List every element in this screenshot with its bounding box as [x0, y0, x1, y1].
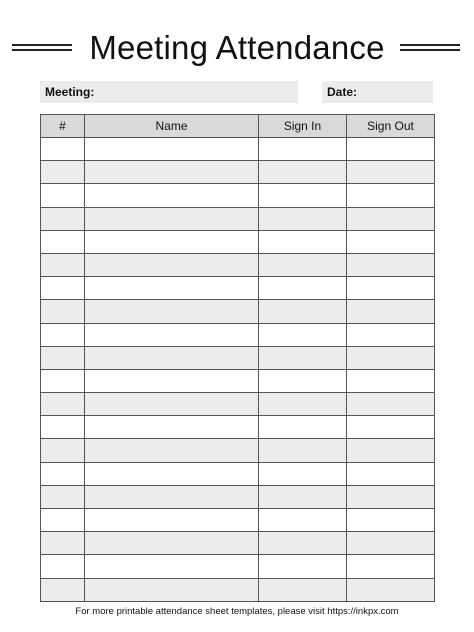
number-cell[interactable]	[41, 230, 85, 253]
number-cell[interactable]	[41, 369, 85, 392]
sign-in-cell[interactable]	[259, 462, 347, 485]
attendance-table	[40, 114, 435, 602]
name-cell[interactable]	[85, 300, 259, 323]
name-cell[interactable]	[85, 138, 259, 161]
name-cell[interactable]	[85, 485, 259, 508]
footer-note: For more printable attendance sheet templates, please visit https://inkpx.com	[75, 606, 399, 617]
sign-out-cell[interactable]	[347, 416, 435, 439]
table-row	[41, 532, 435, 555]
number-cell[interactable]	[41, 138, 85, 161]
table-row	[41, 369, 435, 392]
table-row	[41, 277, 435, 300]
sign-out-cell[interactable]	[347, 509, 435, 532]
name-cell[interactable]	[85, 439, 259, 462]
table-row	[41, 184, 435, 207]
sign-out-cell[interactable]	[347, 207, 435, 230]
number-cell[interactable]	[41, 578, 85, 601]
name-cell[interactable]	[85, 184, 259, 207]
sign-out-cell[interactable]	[347, 230, 435, 253]
table-row	[41, 393, 435, 416]
sign-in-cell[interactable]	[259, 253, 347, 276]
header-number: #	[41, 115, 85, 138]
meeting-field[interactable]	[40, 81, 298, 103]
name-cell[interactable]	[85, 277, 259, 300]
table-row	[41, 578, 435, 601]
table-row	[41, 323, 435, 346]
number-cell[interactable]	[41, 462, 85, 485]
page-title: Meeting Attendance	[89, 29, 385, 66]
table-row	[41, 439, 435, 462]
table-body	[41, 138, 435, 602]
date-label: Date:	[327, 85, 358, 99]
title-banner	[0, 26, 474, 70]
sign-out-cell[interactable]	[347, 184, 435, 207]
sign-in-cell[interactable]	[259, 393, 347, 416]
header-name: Name	[85, 115, 259, 138]
name-cell[interactable]	[85, 462, 259, 485]
table-row	[41, 300, 435, 323]
number-cell[interactable]	[41, 485, 85, 508]
number-cell[interactable]	[41, 509, 85, 532]
header-sign-out: Sign Out	[347, 115, 435, 138]
sign-in-cell[interactable]	[259, 578, 347, 601]
table-row	[41, 161, 435, 184]
sign-out-cell[interactable]	[347, 462, 435, 485]
sign-in-cell[interactable]	[259, 439, 347, 462]
number-cell[interactable]	[41, 277, 85, 300]
name-cell[interactable]	[85, 578, 259, 601]
sign-out-cell[interactable]	[347, 578, 435, 601]
number-cell[interactable]	[41, 346, 85, 369]
sign-in-cell[interactable]	[259, 277, 347, 300]
number-cell[interactable]	[41, 323, 85, 346]
sign-out-cell[interactable]	[347, 346, 435, 369]
sign-out-cell[interactable]	[347, 555, 435, 578]
number-cell[interactable]	[41, 184, 85, 207]
sign-out-cell[interactable]	[347, 300, 435, 323]
number-cell[interactable]	[41, 161, 85, 184]
table-row	[41, 253, 435, 276]
table-row	[41, 230, 435, 253]
table-row	[41, 485, 435, 508]
number-cell[interactable]	[41, 416, 85, 439]
number-cell[interactable]	[41, 253, 85, 276]
table-row	[41, 416, 435, 439]
name-cell[interactable]	[85, 230, 259, 253]
table-header-row	[41, 115, 435, 138]
sign-out-cell[interactable]	[347, 532, 435, 555]
table-row	[41, 207, 435, 230]
sign-in-cell[interactable]	[259, 207, 347, 230]
header-sign-in: Sign In	[259, 115, 347, 138]
name-cell[interactable]	[85, 532, 259, 555]
sign-out-cell[interactable]	[347, 253, 435, 276]
sign-out-cell[interactable]	[347, 161, 435, 184]
sign-in-cell[interactable]	[259, 300, 347, 323]
name-cell[interactable]	[85, 253, 259, 276]
table-row	[41, 509, 435, 532]
meeting-label: Meeting:	[45, 85, 95, 99]
name-cell[interactable]	[85, 393, 259, 416]
number-cell[interactable]	[41, 393, 85, 416]
name-cell[interactable]	[85, 369, 259, 392]
number-cell[interactable]	[41, 532, 85, 555]
sign-in-cell[interactable]	[259, 532, 347, 555]
number-cell[interactable]	[41, 555, 85, 578]
sign-out-cell[interactable]	[347, 138, 435, 161]
sign-out-cell[interactable]	[347, 369, 435, 392]
date-field[interactable]	[322, 81, 433, 103]
sign-in-cell[interactable]	[259, 161, 347, 184]
table-row	[41, 462, 435, 485]
sign-out-cell[interactable]	[347, 323, 435, 346]
name-cell[interactable]	[85, 555, 259, 578]
name-cell[interactable]	[85, 161, 259, 184]
name-cell[interactable]	[85, 323, 259, 346]
name-cell[interactable]	[85, 416, 259, 439]
sign-in-cell[interactable]	[259, 346, 347, 369]
sign-out-cell[interactable]	[347, 393, 435, 416]
name-cell[interactable]	[85, 509, 259, 532]
number-cell[interactable]	[41, 300, 85, 323]
sign-in-cell[interactable]	[259, 323, 347, 346]
title-rule-right	[400, 44, 460, 51]
number-cell[interactable]	[41, 439, 85, 462]
sign-in-cell[interactable]	[259, 184, 347, 207]
sign-in-cell[interactable]	[259, 555, 347, 578]
sign-in-cell[interactable]	[259, 509, 347, 532]
number-cell[interactable]	[41, 207, 85, 230]
sign-out-cell[interactable]	[347, 485, 435, 508]
sign-in-cell[interactable]	[259, 485, 347, 508]
sign-out-cell[interactable]	[347, 277, 435, 300]
table-row	[41, 138, 435, 161]
sign-in-cell[interactable]	[259, 230, 347, 253]
table-row	[41, 346, 435, 369]
table-row	[41, 555, 435, 578]
name-cell[interactable]	[85, 207, 259, 230]
name-cell[interactable]	[85, 346, 259, 369]
sign-in-cell[interactable]	[259, 369, 347, 392]
sign-in-cell[interactable]	[259, 416, 347, 439]
sign-in-cell[interactable]	[259, 138, 347, 161]
sign-out-cell[interactable]	[347, 439, 435, 462]
